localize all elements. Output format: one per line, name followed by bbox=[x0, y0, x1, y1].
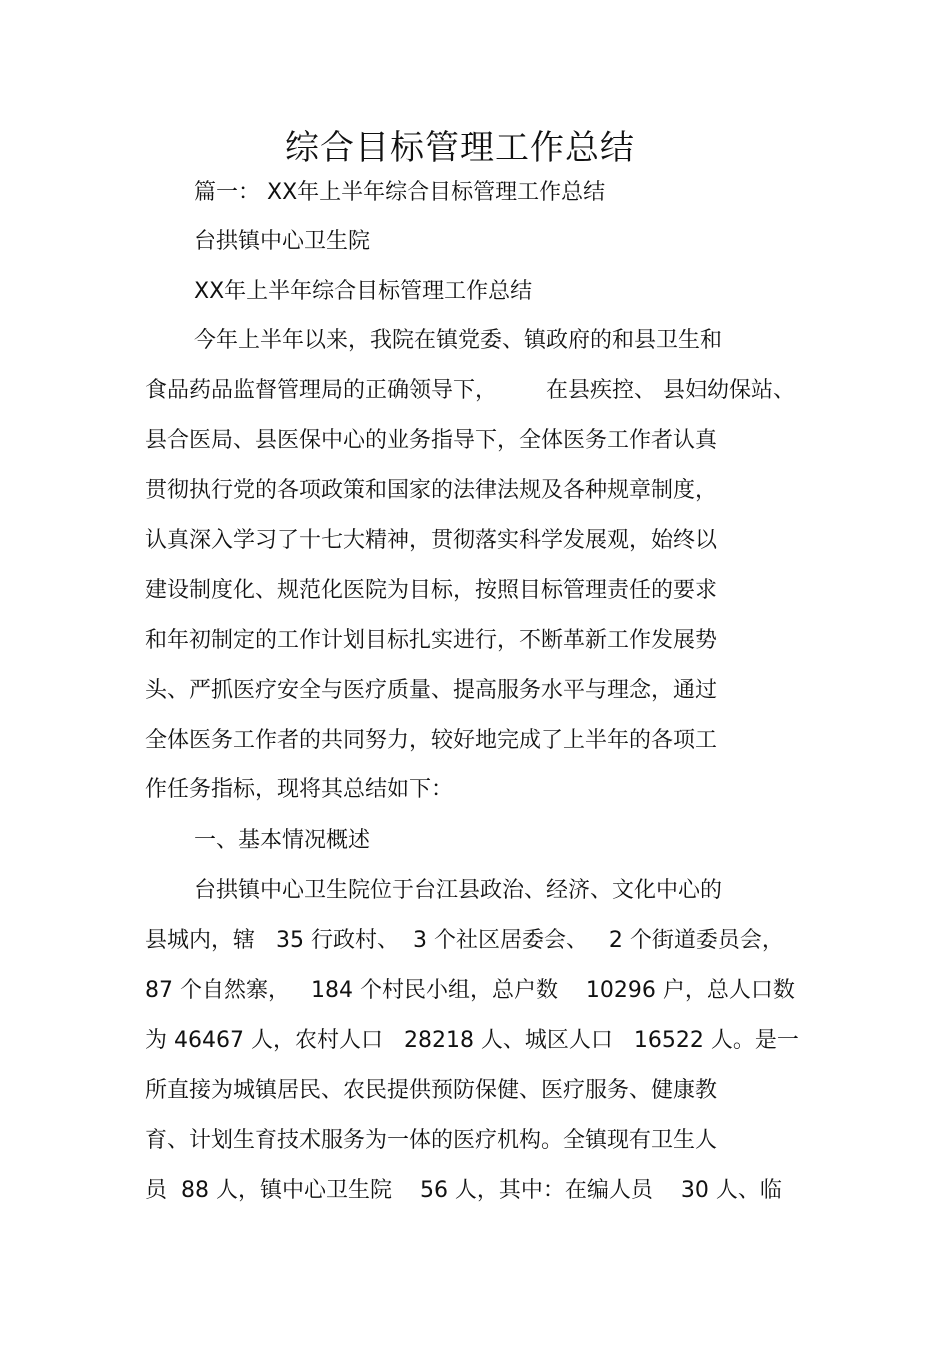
text-line: 87 个自然寨， 184 个村民小组，总户数 10296 户，总人口数 bbox=[145, 978, 795, 1003]
text-line: 全体医务工作者的共同努力，较好地完成了上半年的各项工 bbox=[145, 728, 718, 753]
section-heading: 一、基本情况概述 bbox=[194, 828, 371, 853]
text-line: 建设制度化、规范化医院为目标，按照目标管理责任的要求 bbox=[145, 578, 718, 603]
document-title: 综合目标管理工作总结 bbox=[285, 128, 635, 168]
text-line: 台拱镇中心卫生院 bbox=[194, 229, 371, 254]
text-line: 头、严抓医疗安全与医疗质量、提高服务水平与理念，通过 bbox=[145, 678, 718, 703]
text-line: 食品药品监督管理局的正确领导下， 在县疾控、 县妇幼保站、 bbox=[145, 378, 795, 403]
text-line: 今年上半年以来，我院在镇党委、镇政府的和县卫生和 bbox=[194, 328, 723, 353]
text-line: 县合医局、县医保中心的业务指导下，全体医务工作者认真 bbox=[145, 428, 718, 453]
text-line: 县城内，辖 35 行政村、 3 个社区居委会、 2 个街道委员会， bbox=[145, 928, 784, 953]
text-line: 和年初制定的工作计划目标扎实进行，不断革新工作发展势 bbox=[145, 628, 718, 653]
text-line: 为 46467 人，农村人口 28218 人、城区人口 16522 人。是一 bbox=[145, 1028, 799, 1053]
text-line: XX年上半年综合目标管理工作总结 bbox=[194, 279, 533, 304]
text-line: 台拱镇中心卫生院位于台江县政治、经济、文化中心的 bbox=[194, 878, 723, 903]
text-line: 育、计划生育技术服务为一体的医疗机构。全镇现有卫生人 bbox=[145, 1128, 718, 1153]
text-line: 所直接为城镇居民、农民提供预防保健、医疗服务、健康教 bbox=[145, 1078, 718, 1103]
text-line: 篇一： XX年上半年综合目标管理工作总结 bbox=[194, 180, 606, 205]
text-line: 贯彻执行党的各项政策和国家的法律法规及各种规章制度， bbox=[145, 478, 718, 503]
text-line: 作任务指标，现将其总结如下： bbox=[145, 777, 454, 802]
text-line: 认真深入学习了十七大精神，贯彻落实科学发展观，始终以 bbox=[145, 528, 718, 553]
text-line: 员 88 人，镇中心卫生院 56 人，其中：在编人员 30 人、临 bbox=[145, 1178, 782, 1203]
